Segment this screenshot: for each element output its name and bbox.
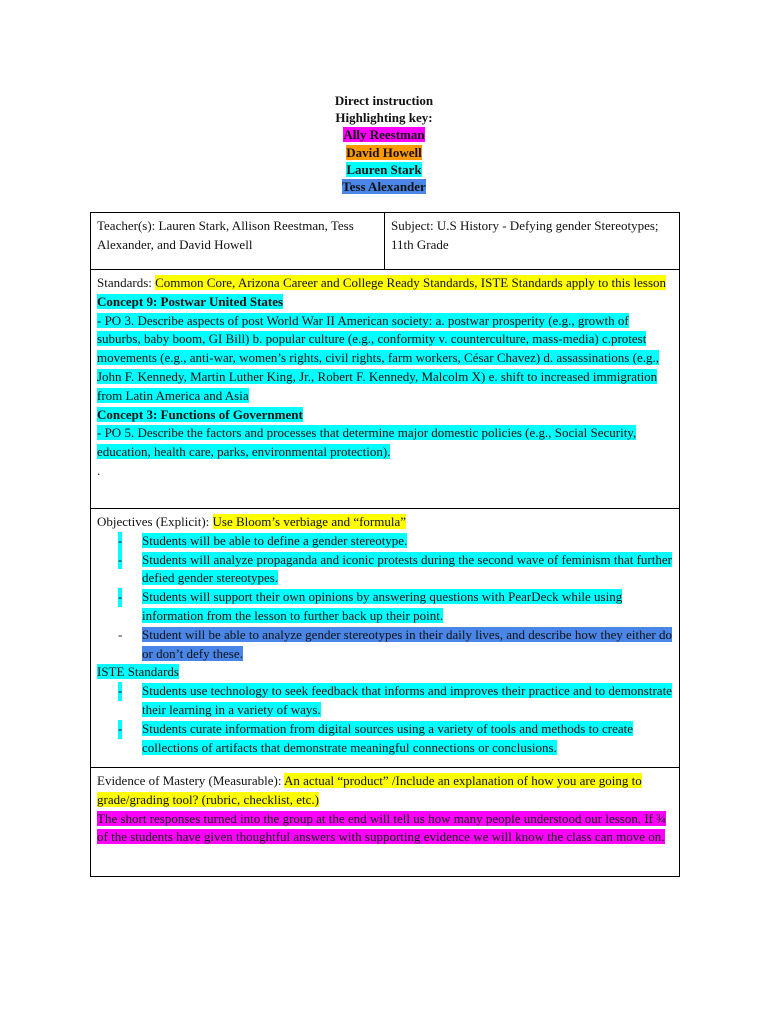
- objectives-cell: [91, 509, 680, 768]
- subject-text: Subject: U.S History - Defying gender Stereotypes; 11th Grade: [391, 218, 659, 252]
- teachers-text: Teacher(s): Lauren Stark, Allison Reestman, Tess Alexander, and David Howell: [97, 218, 354, 252]
- standards-intro: Common Core, Arizona Career and College Ready Standards, ISTE Standards apply to this lesson: [155, 275, 667, 290]
- objective-1: Students will be able to define a gender stereotype.: [142, 532, 408, 548]
- header-title: Direct instruction: [334, 93, 434, 108]
- iste-list: [97, 682, 673, 757]
- evidence-note: An actual “product” /Include an explanation of how you are going to grade/grading tool? (rubric, checklist, etc.): [97, 773, 642, 807]
- concept9-title: Concept 9: Postwar United States: [97, 293, 284, 309]
- iste-title: ISTE Standards: [97, 664, 179, 680]
- evidence-text: The short responses turned into the group at the end will tell us how many people understood our lesson. If ¾ of the students have given thoughtful answers with supporting evidence we will know the class can move on.: [97, 810, 667, 845]
- list-item: [97, 588, 673, 626]
- list-item: [97, 551, 673, 589]
- objective-4: Student will be able to analyze gender stereotypes in their daily lives, and describe how they either do or don’t defy these.: [142, 626, 672, 661]
- standards-trailing-dot: .: [97, 462, 101, 478]
- bullet-dash: -: [118, 626, 123, 642]
- bullet-dash: -: [118, 588, 122, 607]
- lesson-plan-table: [90, 212, 680, 877]
- key-lauren-stark: Lauren Stark: [346, 161, 422, 177]
- concept3-text: - PO 5. Describe the factors and processes that determine major domestic policies (e.g., Social Security, education, health care, parks, environmental protection).: [97, 425, 637, 460]
- key-david-howell: David Howell: [346, 144, 422, 160]
- list-item: [97, 532, 673, 551]
- iste-item-1: Students use technology to seek feedback that informs and improves their practice and to demonstrate their learning in a variety of ways.: [142, 683, 672, 717]
- list-item: [97, 626, 673, 664]
- objectives-label: Objectives (Explicit):: [97, 514, 213, 529]
- document-header: [0, 92, 768, 195]
- key-ally-reestman: Ally Reestman: [343, 127, 425, 143]
- teacher-subject-row: [91, 213, 680, 270]
- concept9-text: - PO 3. Describe aspects of post World War II American society: a. postwar prosperity (e.g., growth of suburbs, baby boom, GI Bill) b. popular culture (e.g., conformity v. counterculture, mass-media) c.protest movements (e.g., anti-war, women’s rights, civil rights, farm workers, César Chavez) d. assassinations (e.g., John F. Kennedy, Martin Luther King, Jr., Robert F. Kennedy, Malcolm X) e. shift to increased immigration from Latin America and Asia: [97, 312, 659, 403]
- bullet-dash: -: [118, 682, 122, 701]
- evidence-label: Evidence of Mastery (Measurable):: [97, 773, 284, 788]
- key-tess-alexander: Tess Alexander: [342, 179, 426, 195]
- objectives-row: [91, 509, 680, 768]
- standards-cell: [91, 270, 680, 509]
- highlighting-key-label: Highlighting key:: [335, 110, 433, 126]
- subject-cell: [385, 213, 680, 270]
- objectives-list: [97, 532, 673, 664]
- bullet-dash: -: [118, 551, 122, 570]
- list-item: [97, 720, 673, 758]
- objectives-note: Use Bloom’s verbiage and “formula”: [212, 514, 407, 529]
- concept3-title: Concept 3: Functions of Government: [97, 406, 303, 422]
- objective-2: Students will analyze propaganda and iconic protests during the second wave of feminism that further defied gender stereotypes.: [142, 551, 672, 586]
- evidence-row: [91, 768, 680, 877]
- teachers-cell: [91, 213, 385, 270]
- bullet-dash: -: [118, 532, 122, 551]
- objective-3: Students will support their own opinions by answering questions with PearDeck while using information from the lesson to further back up their point.: [142, 589, 623, 623]
- list-item: [97, 682, 673, 720]
- standards-label: Standards:: [97, 275, 156, 290]
- evidence-cell: [91, 768, 680, 877]
- iste-item-2: Students curate information from digital sources using a variety of tools and methods to create collections of artifacts that demonstrate meaningful connections or conclusions.: [142, 720, 633, 755]
- bullet-dash: -: [118, 720, 122, 739]
- standards-row: [91, 270, 680, 509]
